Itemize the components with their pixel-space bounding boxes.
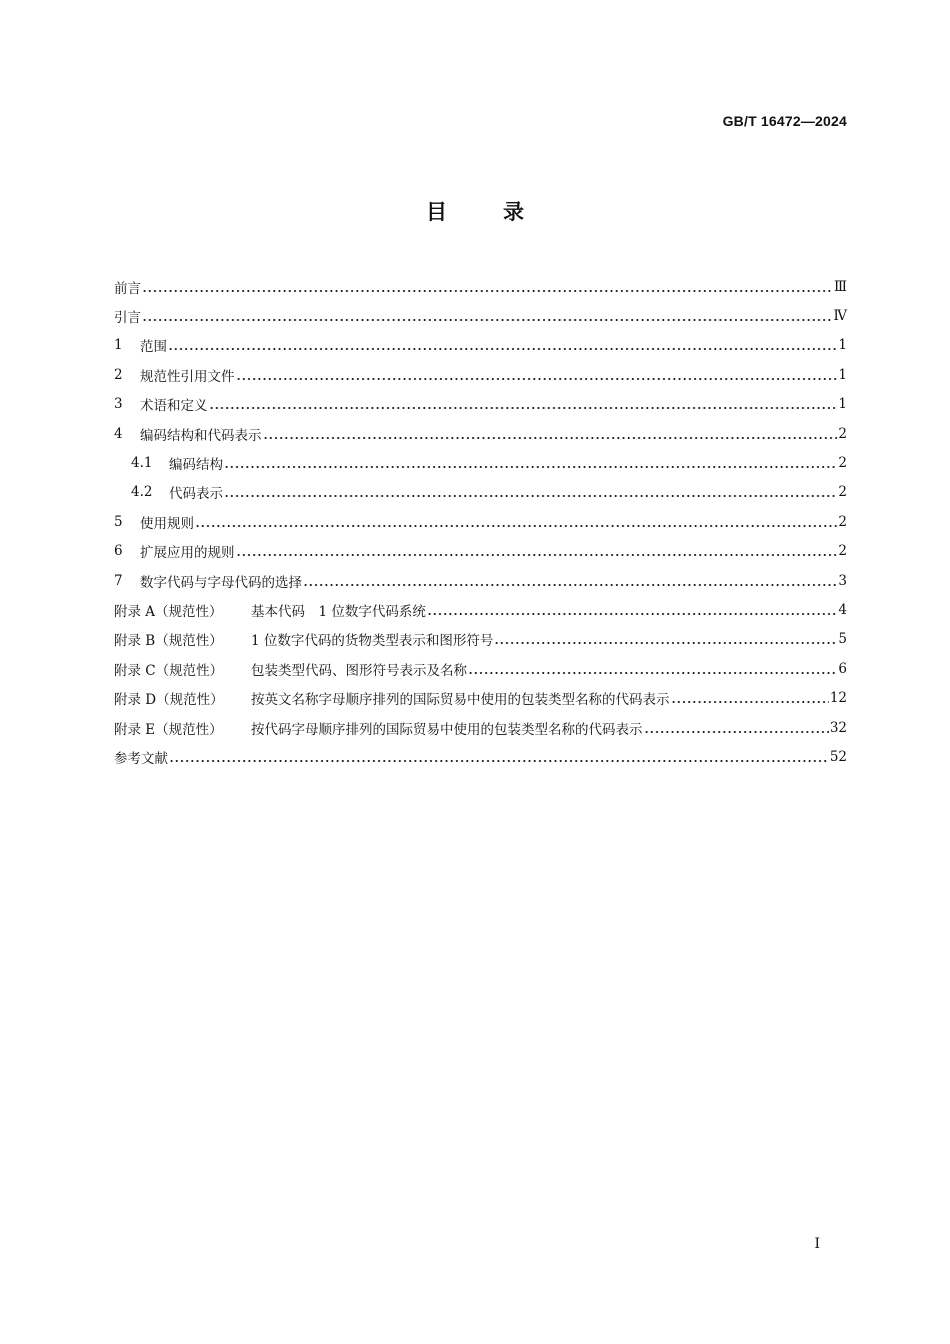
dot-leader (142, 280, 833, 294)
toc-entry-annex-c[interactable] (114, 654, 847, 683)
toc-entry-label: 按英文名称字母顺序排列的国际贸易中使用的包装类型名称的代码表示 (251, 692, 670, 709)
toc-entry-number: 1 (114, 337, 123, 354)
annex-prefix: 附录 D（规范性） (114, 692, 224, 709)
toc-entry-4-1[interactable] (114, 448, 847, 477)
toc-entry-label: 数字代码与字母代码的选择 (140, 574, 302, 591)
toc-entry-annex-a[interactable] (114, 595, 847, 624)
dot-leader (195, 515, 837, 529)
dot-leader (494, 632, 837, 646)
standard-code: GB/T 16472—2024 (722, 113, 847, 129)
dot-leader (263, 427, 838, 441)
toc-entry-page: 1 (838, 396, 847, 413)
dot-leader (224, 456, 837, 470)
toc-entry-label: 范围 (140, 339, 167, 356)
toc-entry-page: 2 (838, 543, 847, 560)
toc-entry-number: 4 (114, 425, 123, 442)
toc-entry-annex-e[interactable] (114, 713, 847, 742)
toc-entry-label: 编码结构和代码表示 (140, 427, 262, 444)
toc-entry-number: 5 (114, 513, 123, 530)
dot-leader (671, 691, 829, 705)
toc-entry-page: 1 (838, 337, 847, 354)
toc-entry-3[interactable] (114, 390, 847, 419)
toc-entry-label: 代码表示 (169, 486, 223, 503)
dot-leader (644, 721, 829, 735)
toc-entry-introduction[interactable] (114, 301, 847, 330)
toc-entry-page: 2 (838, 484, 847, 501)
toc-entry-label: 扩展应用的规则 (140, 545, 235, 562)
dot-leader (169, 750, 829, 764)
toc-entry-number: 4.2 (131, 484, 153, 501)
toc-entry-label: 按代码字母顺序排列的国际贸易中使用的包装类型名称的代码表示 (251, 721, 643, 738)
toc-entry-page: Ⅳ (833, 308, 847, 325)
toc-entry-number: 7 (114, 572, 123, 589)
toc-entry-label: 规范性引用文件 (140, 368, 235, 385)
dot-leader (224, 485, 837, 499)
toc-entry-number: 3 (114, 396, 123, 413)
toc-entry-2[interactable] (114, 360, 847, 389)
annex-prefix: 附录 A（规范性） (114, 603, 223, 620)
toc-entry-label: 引言 (114, 310, 141, 327)
toc-entry-label: 编码结构 (169, 457, 223, 474)
toc-entry-1[interactable] (114, 331, 847, 360)
toc-entry-page: 3 (838, 572, 847, 589)
dot-leader (209, 397, 838, 411)
toc-entry-page: 4 (838, 601, 847, 618)
toc-entry-page: 5 (838, 631, 847, 648)
toc-entry-label: 前言 (114, 280, 141, 297)
toc-entry-page: 32 (829, 719, 847, 736)
toc-entry-page: Ⅲ (833, 278, 847, 295)
toc-entry-annex-b[interactable] (114, 625, 847, 654)
page-title: 目录 (426, 200, 580, 224)
toc-entry-6[interactable] (114, 537, 847, 566)
annex-prefix: 附录 B（规范性） (114, 633, 223, 650)
toc-entry-page: 2 (838, 513, 847, 530)
toc-entry-4[interactable] (114, 419, 847, 448)
toc-entry-foreword[interactable] (114, 272, 847, 301)
toc-entry-page: 6 (838, 660, 847, 677)
dot-leader (236, 368, 838, 382)
toc-entry-page: 12 (829, 690, 847, 707)
toc-entry-number: 6 (114, 543, 123, 560)
toc-entry-page: 2 (838, 425, 847, 442)
toc-entry-bibliography[interactable] (114, 742, 847, 771)
dot-leader (142, 309, 833, 323)
toc-entry-page: 52 (829, 748, 847, 765)
toc-entry-label: 基本代码 1 位数字代码系统 (251, 603, 426, 620)
toc-entry-5[interactable] (114, 507, 847, 536)
toc-entry-label: 术语和定义 (140, 398, 208, 415)
dot-leader (427, 603, 838, 617)
toc-entry-label: 使用规则 (140, 515, 194, 532)
page-number: Ⅰ (814, 1236, 820, 1252)
toc-entry-label: 参考文献 (114, 750, 168, 767)
table-of-contents (114, 272, 847, 772)
toc-entry-label: 1 位数字代码的货物类型表示和图形符号 (251, 633, 494, 650)
toc-entry-label: 包装类型代码、图形符号表示及名称 (251, 662, 467, 679)
toc-entry-number: 2 (114, 366, 123, 383)
dot-leader (168, 338, 837, 352)
toc-entry-7[interactable] (114, 566, 847, 595)
toc-entry-page: 1 (838, 366, 847, 383)
annex-prefix: 附录 C（规范性） (114, 662, 224, 679)
toc-entry-4-2[interactable] (114, 478, 847, 507)
dot-leader (236, 544, 838, 558)
toc-entry-page: 2 (838, 455, 847, 472)
annex-prefix: 附录 E（规范性） (114, 721, 223, 738)
dot-leader (468, 662, 837, 676)
toc-entry-annex-d[interactable] (114, 683, 847, 712)
dot-leader (303, 574, 837, 588)
toc-entry-number: 4.1 (131, 455, 153, 472)
